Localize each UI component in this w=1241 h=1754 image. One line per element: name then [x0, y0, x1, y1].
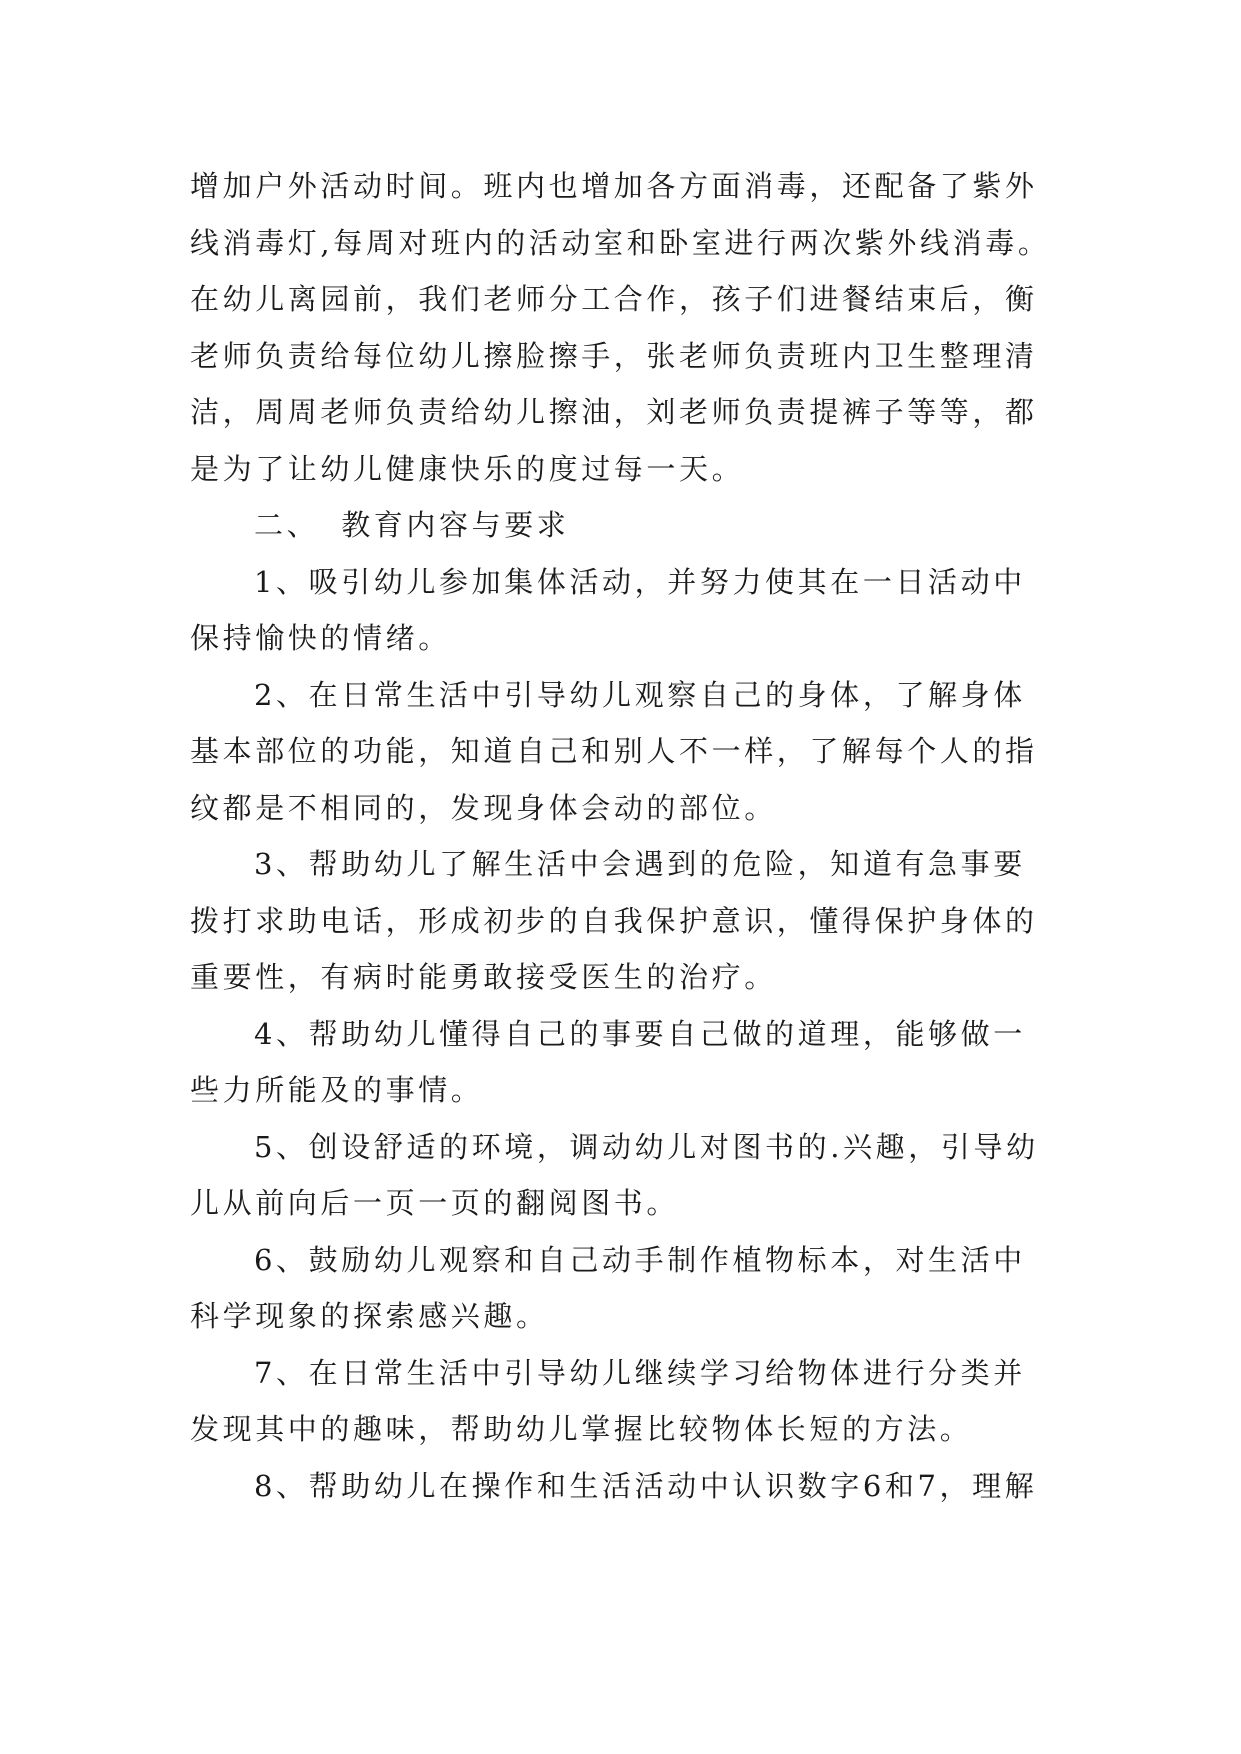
text-line: 增加户外活动时间。班内也增加各方面消毒，还配备了紫外	[190, 169, 1038, 203]
list-item	[190, 1119, 1070, 1232]
text-line: 7、在日常生活中引导幼儿继续学习给物体进行分类并	[254, 1355, 1026, 1390]
text-line: 4、帮助幼儿懂得自己的事要自己做的道理，能够做一	[254, 1016, 1026, 1051]
text-line: 线消毒灯,每周对班内的活动室和卧室进行两次紫外线消毒。	[190, 225, 1051, 260]
section-title: 教育内容与要求	[341, 508, 570, 542]
text-line: 些力所能及的事情。	[190, 1073, 484, 1107]
text-line: 基本部位的功能，知道自己和别人不一样，了解每个人的指	[190, 734, 1038, 768]
text-line: 在幼儿离园前，我们老师分工合作，孩子们进餐结束后，衡	[190, 282, 1038, 316]
text-line: 8、帮助幼儿在操作和生活活动中认识数字6和7，理解	[254, 1468, 1038, 1503]
text-line: 拨打求助电话，形成初步的自我保护意识，懂得保护身体的	[190, 903, 1038, 938]
text-line: 重要性，有病时能勇敢接受医生的治疗。	[190, 960, 777, 994]
text-line: 洁，周周老师负责给幼儿擦油，刘老师负责提裤子等等，都	[190, 395, 1038, 429]
document-page	[190, 158, 1070, 1514]
text-line: 科学现象的探索感兴趣。	[190, 1299, 549, 1333]
list-item	[190, 1232, 1070, 1345]
list-item	[190, 1458, 1070, 1515]
list-item	[190, 667, 1070, 837]
text-line: 老师负责给每位幼儿擦脸擦手，张老师负责班内卫生整理清	[190, 338, 1038, 373]
list-item	[190, 1345, 1070, 1458]
text-line: 1、吸引幼儿参加集体活动，并努力使其在一日活动中	[254, 564, 1026, 599]
text-line: 6、鼓励幼儿观察和自己动手制作植物标本，对生活中	[254, 1242, 1026, 1277]
text-line: 儿从前向后一页一页的翻阅图书。	[190, 1186, 680, 1220]
text-line: 保持愉快的情绪。	[190, 621, 451, 655]
section-number: 二、	[254, 508, 320, 542]
continuation-paragraph	[190, 158, 1070, 497]
section-heading	[190, 497, 1070, 554]
list-item	[190, 554, 1070, 667]
list-item	[190, 1006, 1070, 1119]
text-line: 是为了让幼儿健康快乐的度过每一天。	[190, 451, 745, 486]
text-line: 纹都是不相同的，发现身体会动的部位。	[190, 790, 777, 825]
text-line: 发现其中的趣味，帮助幼儿掌握比较物体长短的方法。	[190, 1412, 973, 1446]
list-item	[190, 836, 1070, 1006]
text-line: 2、在日常生活中引导幼儿观察自己的身体，了解身体	[254, 677, 1026, 712]
text-line: 5、创设舒适的环境，调动幼儿对图书的.兴趣，引导幼	[254, 1129, 1039, 1164]
text-line: 3、帮助幼儿了解生活中会遇到的危险，知道有急事要	[254, 847, 1026, 881]
